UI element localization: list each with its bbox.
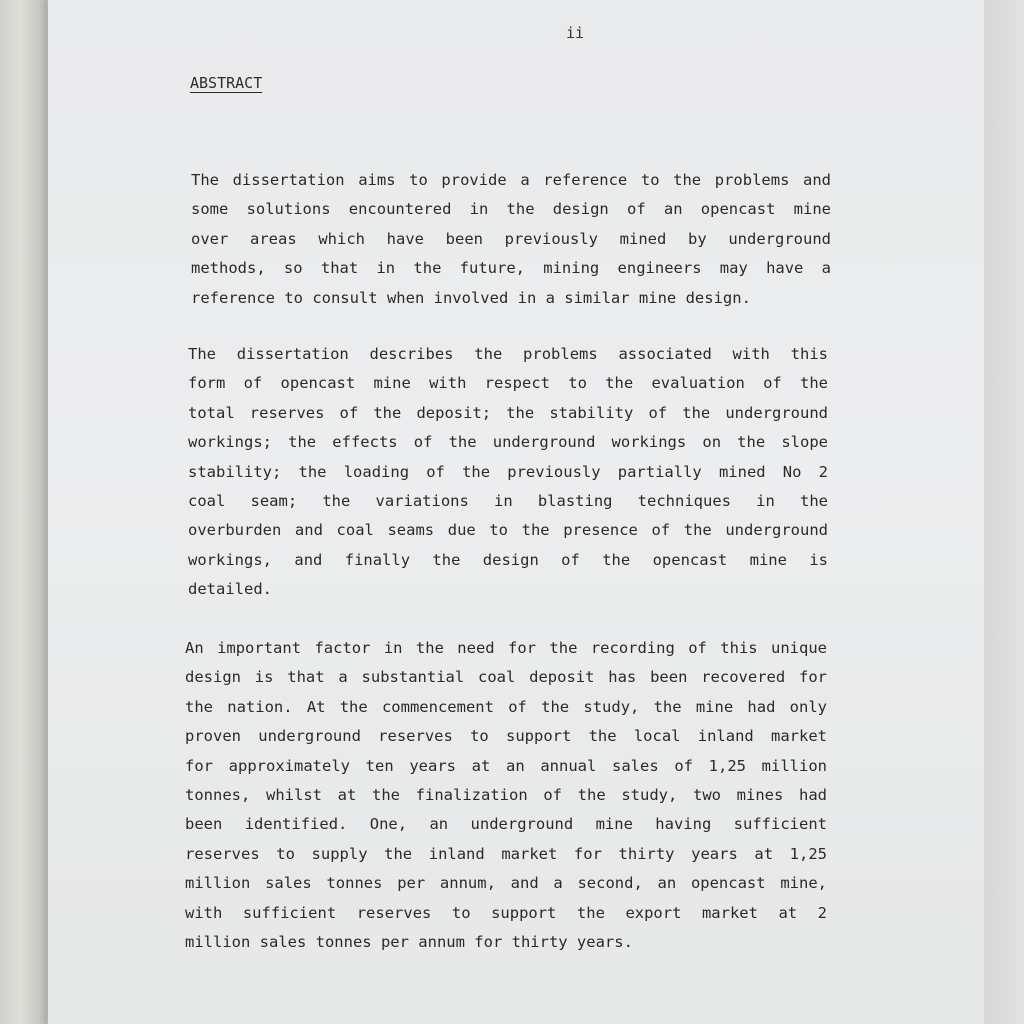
paragraph-line: some solutions encountered in the design of an opencast mine [191, 200, 831, 219]
paragraph-line: over areas which have been previously mined by underground [191, 229, 831, 248]
paragraph-3 [185, 634, 827, 957]
paragraph-line: workings; the effects of the underground workings on the slope [188, 433, 828, 452]
paragraph-line: The dissertation aims to provide a reference to the problems and [191, 171, 831, 189]
paragraph-line: million sales tonnes per annum for thirty years. [185, 933, 633, 952]
paragraph-line: form of opencast mine with respect to the evaluation of the [188, 374, 828, 393]
paragraph-2 [188, 340, 828, 605]
paragraph-line: reserves to supply the inland market for thirty years at 1,25 [185, 844, 827, 863]
paragraph-line: stability; the loading of the previously partially mined No 2 [188, 462, 828, 481]
page-number: ii [566, 24, 585, 42]
paragraph-line: been identified. One, an underground mine having sufficient [185, 815, 827, 834]
paragraph-line: methods, so that in the future, mining engineers may have a [191, 259, 831, 278]
paragraph-line: total reserves of the deposit; the stability of the underground [188, 403, 828, 422]
paragraph-line: proven underground reserves to support the local inland market [185, 727, 827, 746]
paragraph-line: million sales tonnes per annum, and a second, an opencast mine, [185, 874, 827, 893]
abstract-heading: ABSTRACT [190, 74, 263, 92]
paragraph-line: detailed. [188, 580, 272, 599]
paragraph-1 [191, 166, 831, 313]
paragraph-line: reference to consult when involved in a similar mine design. [191, 288, 751, 307]
paragraph-line: tonnes, whilst at the finalization of the study, two mines had [185, 786, 827, 805]
paragraph-line: for approximately ten years at an annual sales of 1,25 million [185, 756, 827, 775]
paragraph-line: the nation. At the commencement of the study, the mine had only [185, 697, 827, 716]
paragraph-line: workings, and finally the design of the opencast mine is [188, 550, 828, 569]
page-edge-background [984, 0, 1024, 1024]
paragraph-line: An important factor in the need for the recording of this unique [185, 639, 827, 657]
paragraph-line: design is that a substantial coal deposit has been recovered for [185, 668, 827, 687]
paragraph-line: The dissertation describes the problems associated with this [188, 345, 828, 363]
paragraph-line: coal seam; the variations in blasting techniques in the [188, 492, 828, 511]
document-page [48, 0, 984, 1024]
paragraph-line: overburden and coal seams due to the presence of the underground [188, 521, 828, 540]
paragraph-line: with sufficient reserves to support the export market at 2 [185, 903, 827, 922]
